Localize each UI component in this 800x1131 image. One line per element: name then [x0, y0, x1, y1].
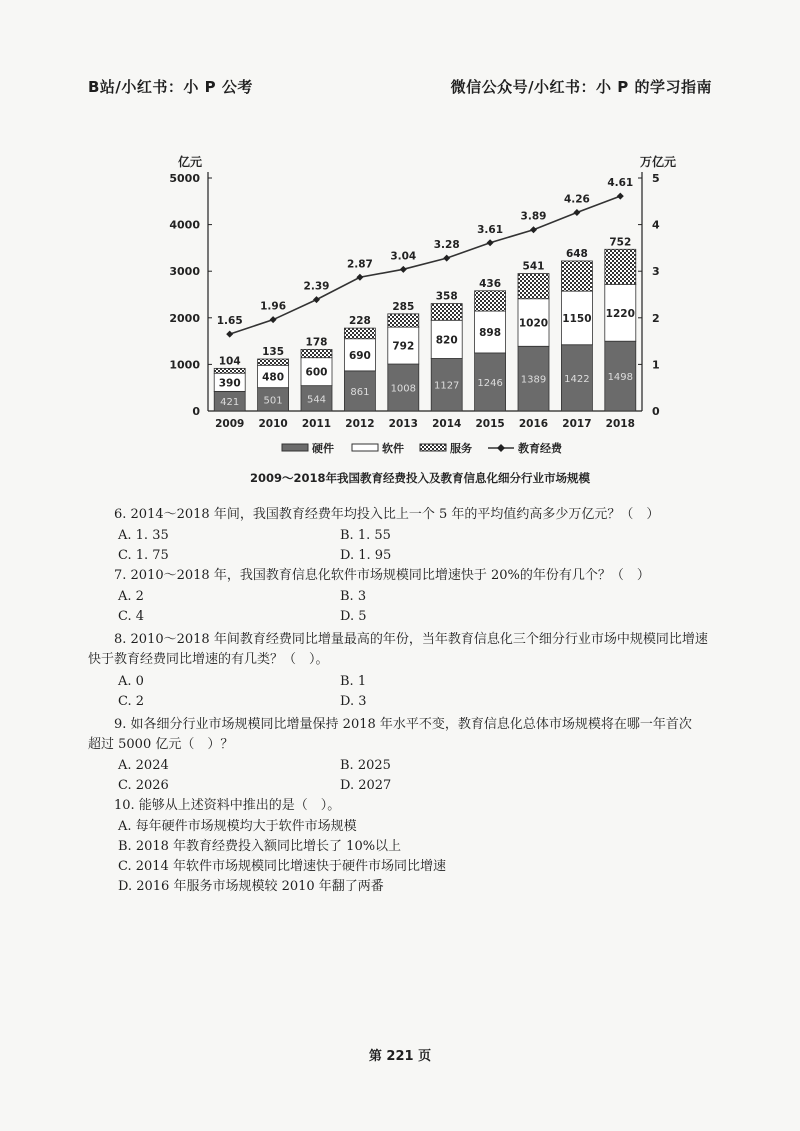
question-9: 9. 如各细分行业市场规模同比增量保持 2018 年水平不变，教育信息化总体市场规模将在哪一年首次 [114, 717, 692, 732]
q8-option-b: B. 1 [340, 674, 367, 689]
x-tick-label: 2012 [345, 418, 375, 430]
legend-line-marker [497, 444, 505, 452]
service-value-label: 178 [305, 336, 328, 349]
right-tick-label: 3 [652, 265, 660, 279]
q6-option-a: A. 1. 35 [118, 528, 169, 543]
software-value-label: 1020 [518, 317, 549, 330]
hardware-value-label: 1498 [607, 372, 634, 384]
bar-service [561, 261, 592, 291]
line-value-label: 2.39 [303, 280, 330, 293]
q8-option-d: D. 3 [340, 694, 367, 709]
q8-option-a: A. 0 [118, 674, 144, 689]
x-tick-label: 2011 [301, 418, 332, 430]
bar-service [475, 291, 506, 311]
service-value-label: 436 [479, 277, 502, 290]
question-10: 10. 能够从上述资料中推出的是（ ）。 [114, 798, 341, 813]
right-tick-label: 1 [652, 358, 660, 372]
hardware-value-label: 421 [220, 397, 240, 409]
q7-option-a: A. 2 [118, 589, 144, 604]
x-tick-label: 2010 [258, 418, 288, 430]
line-point [487, 239, 494, 246]
q9-option-d: D. 2027 [340, 778, 392, 793]
x-tick-label: 2015 [475, 418, 505, 430]
line-point [400, 266, 407, 273]
bar-service [258, 359, 289, 365]
q6-option-d: D. 1. 95 [340, 548, 392, 563]
q8-option-c: C. 2 [118, 694, 145, 709]
service-value-label: 541 [522, 260, 545, 273]
right-tick-label: 0 [652, 405, 660, 418]
service-value-label: 228 [348, 315, 371, 328]
bar-service [301, 349, 332, 357]
hardware-value-label: 1422 [564, 373, 590, 385]
hardware-value-label: 544 [306, 394, 327, 406]
service-value-label: 358 [435, 290, 458, 303]
legend-hardware-label: 硬件 [312, 442, 334, 455]
hardware-value-label: 1389 [520, 374, 547, 386]
left-tick-label: 5000 [169, 172, 200, 185]
service-value-label: 752 [609, 236, 632, 249]
line-point [356, 274, 363, 281]
line-point [313, 296, 320, 303]
q9-option-c: C. 2026 [118, 778, 169, 793]
x-tick-label: 2017 [562, 418, 592, 430]
left-axis-label: 亿元 [178, 155, 203, 169]
software-value-label: 1150 [562, 312, 592, 325]
legend-service-label: 服务 [450, 442, 472, 455]
hardware-value-label: 501 [263, 395, 283, 407]
q9-option-b: B. 2025 [340, 758, 391, 773]
header-left: B站/小红书：小 P 公考 [88, 78, 253, 96]
software-value-label: 480 [262, 371, 285, 384]
page-number: 第 221 页 [368, 1049, 432, 1064]
line-value-label: 1.96 [260, 300, 287, 313]
question-7: 7. 2010～2018 年，我国教育信息化软件市场规模同比增速快于 20%的年份有几个？（ ） [114, 568, 650, 583]
software-value-label: 600 [305, 366, 328, 379]
legend-hardware-swatch [282, 444, 308, 451]
bar-service [344, 328, 375, 339]
question-8: 8. 2010～2018 年间教育经费同比增量最高的年份，当年教育信息化三个细分行业市场中规模同比增速 [114, 632, 708, 647]
line-point [443, 255, 450, 262]
x-tick-label: 2016 [518, 418, 549, 430]
right-axis-label: 万亿元 [640, 155, 677, 169]
header-right: 微信公众号/小红书：小 P 的学习指南 [450, 78, 712, 96]
bar-service [214, 368, 245, 373]
bar-service [388, 314, 419, 327]
x-tick-label: 2018 [605, 418, 635, 430]
line-point [270, 316, 277, 323]
chart-title: 2009～2018年我国教育经费投入及教育信息化细分行业市场规模 [249, 471, 591, 485]
service-value-label: 104 [218, 355, 241, 368]
q10-option-c: C. 2014 年软件市场规模同比增速快于硬件市场同比增速 [118, 859, 446, 874]
line-point [226, 331, 233, 338]
line-point [530, 226, 537, 233]
question-6: 6. 2014～2018 年间，我国教育经费年均投入比上一个 5 年的平均值约高多少万亿元？（ ） [114, 507, 660, 522]
software-value-label: 690 [348, 349, 371, 362]
hardware-value-label: 1246 [477, 377, 503, 389]
q6-option-b: B. 1. 55 [340, 528, 391, 543]
line-value-label: 3.28 [433, 239, 460, 252]
q9-option-a: A. 2024 [118, 758, 169, 773]
line-value-label: 2.87 [346, 258, 373, 271]
question-9-cont: 超过 5000 亿元（ ）？ [88, 737, 234, 752]
line-point [617, 193, 624, 200]
legend-software-label: 软件 [382, 442, 404, 455]
hardware-value-label: 1127 [433, 380, 460, 392]
software-value-label: 820 [435, 334, 458, 347]
x-tick-label: 2014 [432, 418, 462, 430]
left-tick-label: 0 [192, 405, 200, 418]
left-tick-label: 3000 [169, 265, 200, 279]
line-value-label: 3.61 [477, 223, 504, 236]
q10-option-d: D. 2016 年服务市场规模较 2010 年翻了两番 [118, 879, 384, 894]
q10-option-b: B. 2018 年教育经费投入额同比增长了 10%以上 [118, 839, 402, 854]
software-value-label: 898 [479, 327, 502, 340]
left-tick-label: 2000 [169, 311, 200, 325]
x-tick-label: 2009 [215, 418, 245, 430]
right-tick-label: 2 [652, 311, 660, 325]
line-value-label: 3.89 [520, 210, 547, 223]
bar-service [518, 274, 549, 299]
legend-line-label: 教育经费 [518, 442, 562, 455]
line-value-label: 3.04 [390, 250, 417, 263]
bar-service [431, 304, 462, 321]
legend-service-swatch [420, 444, 446, 451]
service-value-label: 135 [262, 345, 285, 358]
line-value-label: 4.26 [563, 193, 590, 206]
q10-option-a: A. 每年硬件市场规模均大于软件市场规模 [118, 819, 357, 834]
right-tick-label: 5 [652, 172, 660, 185]
left-tick-label: 4000 [169, 218, 200, 232]
q6-option-c: C. 1. 75 [118, 548, 169, 563]
legend-software-swatch [352, 444, 378, 451]
chart [0, 0, 800, 500]
question-8-cont: 快于教育经费同比增速的有几类？（ ）。 [88, 652, 329, 667]
software-value-label: 792 [392, 340, 415, 353]
software-value-label: 1220 [605, 307, 635, 320]
x-tick-label: 2013 [388, 418, 418, 430]
q7-option-c: C. 4 [118, 609, 145, 624]
q7-option-d: D. 5 [340, 609, 367, 624]
service-value-label: 648 [565, 247, 588, 260]
left-tick-label: 1000 [169, 358, 200, 372]
line-point [573, 209, 580, 216]
bar-service [605, 249, 636, 284]
hardware-value-label: 861 [350, 386, 370, 398]
software-value-label: 390 [218, 377, 241, 390]
right-tick-label: 4 [652, 218, 660, 232]
line-value-label: 1.65 [216, 315, 243, 328]
service-value-label: 285 [392, 300, 415, 313]
hardware-value-label: 1008 [390, 383, 417, 395]
q7-option-b: B. 3 [340, 589, 367, 604]
line-value-label: 4.61 [607, 177, 634, 190]
